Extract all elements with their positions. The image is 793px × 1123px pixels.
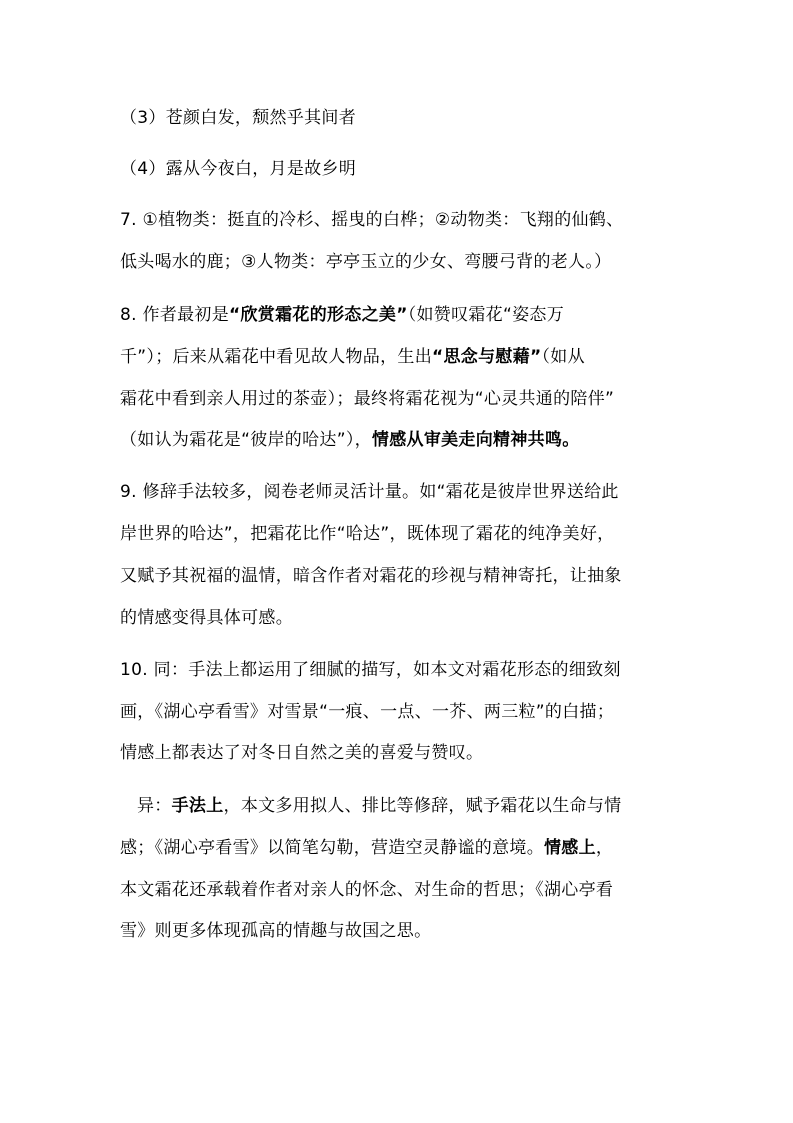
answer-8-line-4 [120,429,580,451]
answer-10-diff-line-1 [137,795,621,817]
answer-10-text: 感；《湖心亭看雪》以简笔勾勒，营造空灵静谧的意境。 [120,838,544,858]
answer-8-line-2 [120,346,585,368]
answer-10-bold: 情感上 [544,838,596,858]
answer-8-bold: “思念与慰藉” [432,347,542,367]
answer-10-bold: 手法上 [171,796,224,816]
answer-8-bold: “欣赏霜花的形态之美” [229,305,408,325]
answer-8-line-1 [120,304,564,326]
answer-8-line-3: 霜花中看到亲人用过的茶壶）；最终将霜花视为“心灵共通的陪伴” [120,389,615,409]
answer-8-text: 千”）；后来从霜花中看见故人物品，生出 [120,347,433,367]
answer-10-line-2: 画，《湖心亭看雪》对雪景“一痕、一点、一芥、两三粒”的白描； [120,702,615,722]
answer-10-text: 异： [137,796,172,816]
answer-8-text: （如认为霜花是“彼岸的哈达”）， [120,430,372,450]
answer-10-line-1: 10. 同：手法上都运用了细腻的描写，如本文对霜花形态的细致刻 [120,660,621,680]
answer-10-text: ，本文多用拟人、排比等修辞，赋予霜花以生命与情 [223,796,622,816]
answer-8-text: （如赞叹霜花“姿态万 [407,305,564,325]
answer-10-line-3: 情感上都表达了对冬日自然之美的喜爱与赞叹。 [120,743,484,763]
answer-9-line-2: 岸世界的哈达”，把霜花比作“哈达”，既体现了霜花的纯净美好， [120,524,615,544]
answer-10-text: ， [595,838,614,858]
answer-10-diff-line-3: 本文霜花还承载着作者对亲人的怀念、对生命的哲思；《湖心亭看 [120,880,614,900]
answer-10-diff-line-2 [120,837,613,859]
answer-7-line-2: 低头喝水的鹿；③人物类：亭亭玉立的少女、弯腰弓背的老人。） [120,252,612,272]
answer-9-line-3: 又赋予其祝福的温情，暗含作者对霜花的珍视与精神寄托，让抽象 [120,566,622,586]
answer-8-text: （如从 [541,347,585,367]
answer-6-4: （4）露从今夜白，月是故乡明 [120,159,357,179]
answer-10-diff-line-4: 雪》则更多体现孤高的情趣与故国之思。 [120,921,432,941]
answer-6-3: （3）苍颜白发，颓然乎其间者 [120,108,357,128]
answer-7-line-1: 7. ①植物类：挺直的冷杉、摇曳的白桦；②动物类：飞翔的仙鹤、 [120,210,624,230]
answer-8-text: 8. 作者最初是 [120,305,230,325]
answer-8-bold: 情感从审美走向精神共鸣。 [371,430,580,450]
answer-9-line-4: 的情感变得具体可感。 [120,608,293,628]
answer-9-line-1: 9. 修辞手法较多，阅卷老师灵活计量。如“霜花是彼岸世界送给此 [120,482,619,502]
